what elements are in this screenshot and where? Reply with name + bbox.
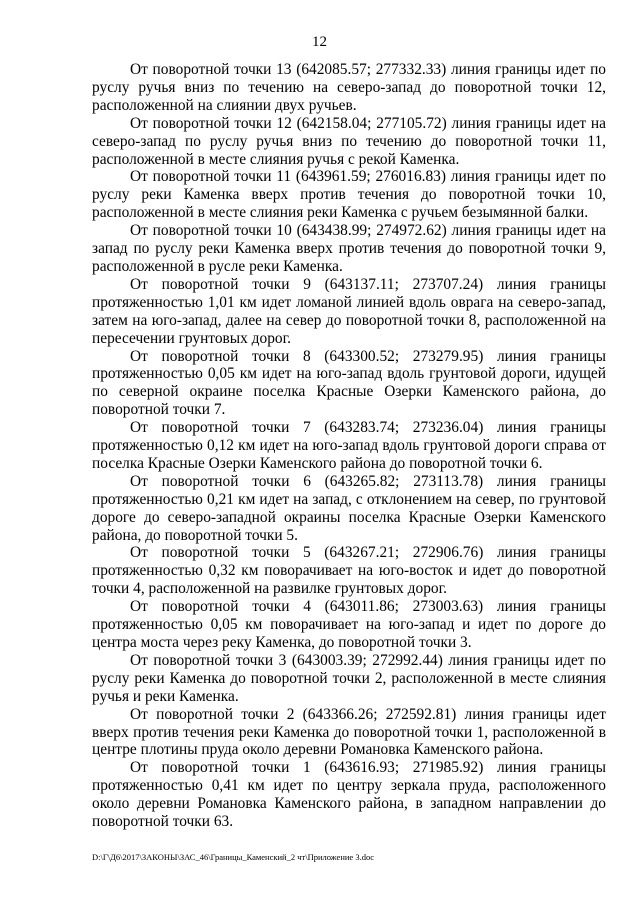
paragraph-point-9: От поворотной точки 9 (643137.11; 273707.24) линия границы протяженностью 1,01 км идет ломаной линией вдоль оврага на северо-запад, затем на юго-запад, далее на север до поворотной точки 8, расположенной на пересечении грунтовых дорог. <box>92 275 606 347</box>
paragraph-point-10: От поворотной точки 10 (643438.99; 274972.62) линия границы идет на запад по руслу реки Каменка вверх против течения до поворотной точки 9, расположенной в русле реки Каменка. <box>92 222 606 275</box>
paragraph-point-2: От поворотной точки 2 (643366.26; 272592.81) линия границы идет вверх против течения реки Каменка до поворотной точки 1, расположенной в центре плотины пруда около деревни Романовка Каменского района. <box>92 705 606 759</box>
document-body <box>92 61 606 831</box>
paragraph-point-11: От поворотной точки 11 (643961.59; 276016.83) линия границы идет по руслу реки Каменка вверх против течения до поворотной точки 10, расположенной в месте слияния реки Каменка с ручьем безымянной балки. <box>92 168 606 222</box>
paragraph-point-4: От поворотной точки 4 (643011.86; 273003.63) линия границы протяженностью 0,05 км поворачивает на юго-запад и идет по дороге до центра моста через реку Каменка, до поворотной точки 3. <box>92 598 606 651</box>
paragraph-point-3: От поворотной точки 3 (643003.39; 272992.44) линия границы идет по руслу реки Каменка до поворотной точки 2, расположенной в месте слияния ручья и реки Каменка. <box>92 651 606 705</box>
paragraph-point-7: От поворотной точки 7 (643283.74; 273236.04) линия границы протяженностью 0,12 км идет на юго-запад вдоль грунтовой дороги справа от поселка Красные Озерки Каменского района до поворотной точки 6. <box>92 419 606 472</box>
footer-file-path: D:\Г\Д6\2017\ЗАКОНЫ\ЗАС_46\Границы_Каменский_2 чт\Приложение 3.doc <box>92 852 374 862</box>
paragraph-point-13: От поворотной точки 13 (642085.57; 277332.33) линия границы идет по руслу ручья вниз по течению на северо-запад до поворотной точки 12, расположенной на слиянии двух ручьев. <box>92 61 606 114</box>
paragraph-point-8: От поворотной точки 8 (643300.52; 273279.95) линия границы протяженностью 0,05 км идет на юго-запад вдоль грунтовой дороги, идущей по северной окраине поселка Красные Озерки Каменского района, до поворотной точки 7. <box>92 347 606 419</box>
paragraph-point-12: От поворотной точки 12 (642158.04; 277105.72) линия границы идет на северо-запад по руслу ручья вниз по течению до поворотной точки 11, расположенной в месте слияния ручья с рекой Каменка. <box>92 114 606 168</box>
page-number: 12 <box>312 34 327 50</box>
paragraph-point-5: От поворотной точки 5 (643267.21; 272906.76) линия границы протяженностью 0,32 км поворачивает на юго-восток и идет до поворотной точки 4, расположенной на развилке грунтовых дорог. <box>92 544 606 598</box>
paragraph-point-6: От поворотной точки 6 (643265.82; 273113.78) линия границы протяженностью 0,21 км идет на запад, с отклонением на север, по грунтовой дороге до северо-западной окраины поселка Красные Озерки Каменского района, до поворотной точки 5. <box>92 472 606 544</box>
paragraph-point-1: От поворотной точки 1 (643616.93; 271985.92) линия границы протяженностью 0,41 км идет по центру зеркала пруда, расположенного около деревни Романовка Каменского района, в западном направлении до поворотной точки 63. <box>92 759 606 831</box>
